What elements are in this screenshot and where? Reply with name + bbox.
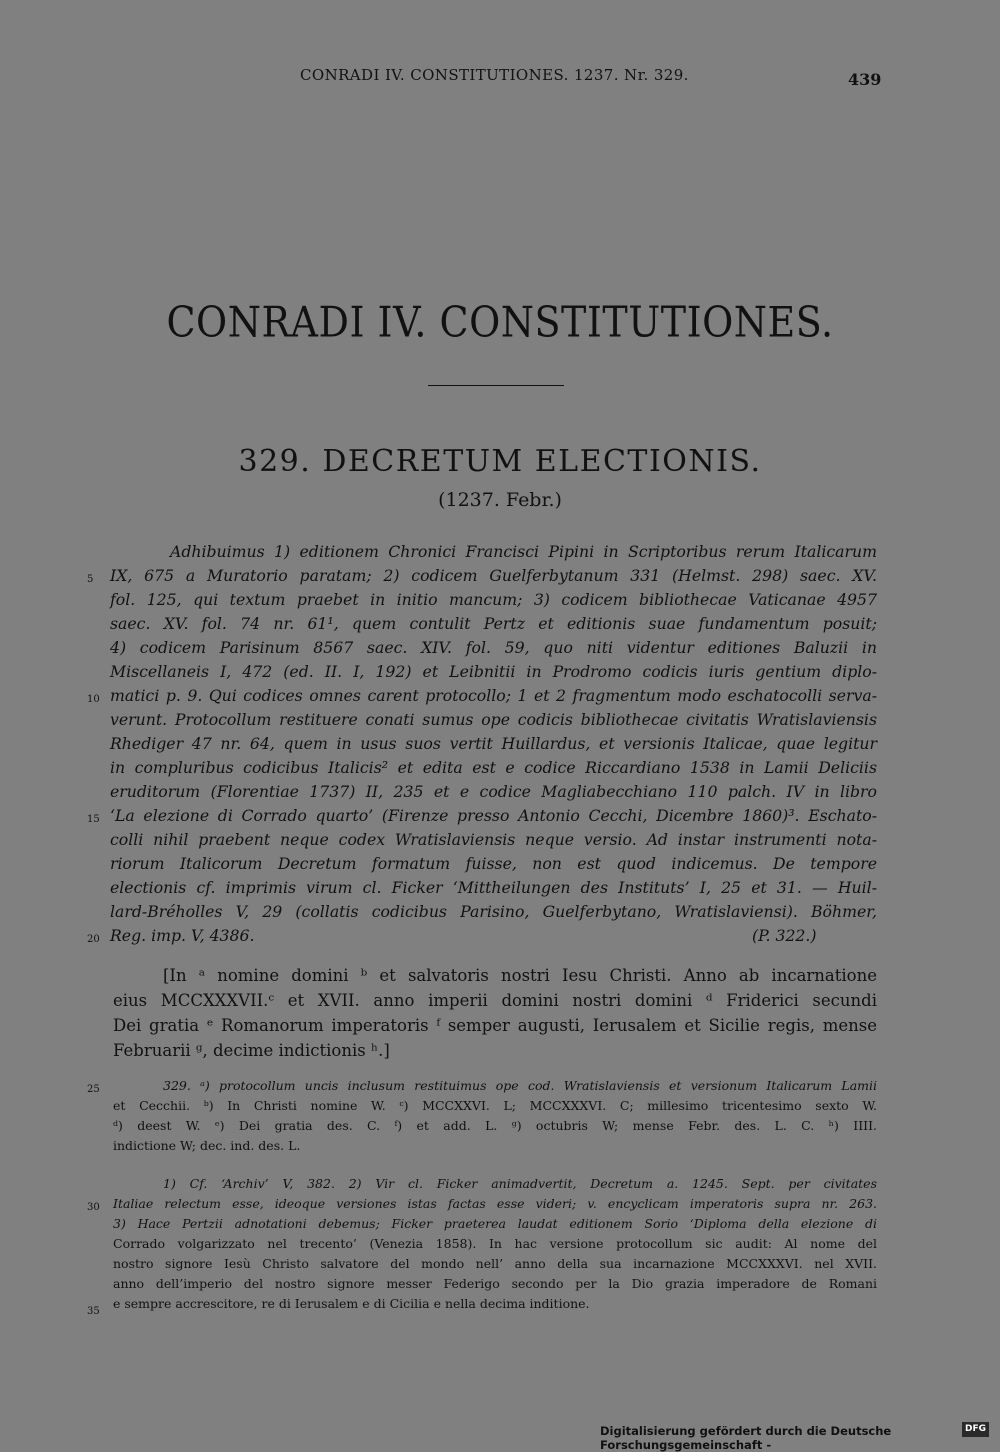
- intro-line: electionis cf. imprimis virum cl. Ficker ‘Mittheilungen des Instituts’ I, 25 et 31. — Huil-: [110, 878, 877, 897]
- line-number: 15: [87, 814, 100, 825]
- footnote-line: nostro signore Iesù Christo salvatore del mondo nell’ anno della sua incarnazione MCCXXXVI. nel XVII.: [113, 1256, 877, 1271]
- running-head: CONRADI IV. CONSTITUTIONES. 1237. Nr. 329.: [300, 66, 689, 84]
- footnote-line: Corrado volgarizzato nel trecento’ (Venezia 1858). In hac versione protocollum sic audit: Al nome del: [113, 1236, 877, 1251]
- apparatus-line: 329. ᵃ) protocollum uncis inclusum restituimus ope cod. Wratislaviensis et versionum Italicarum Lamii: [163, 1078, 877, 1093]
- intro-line: 4) codicem Parisinum 8567 saec. XIV. fol. 59, quo niti videntur editiones Baluzii in: [110, 638, 877, 657]
- footnote-line: 3) Hace Pertzii adnotationi debemus; Ficker praeterea laudat editionem Sorio ‘Diploma della elezione di: [113, 1216, 877, 1231]
- main-title: CONRADI IV. CONSTITUTIONES.: [166, 297, 834, 347]
- line-number: 5: [87, 574, 94, 585]
- intro-line: Adhibuimus 1) editionem Chronici Francisci Pipini in Scriptoribus rerum Italicarum: [170, 542, 877, 561]
- intro-line: lard-Bréholles V, 29 (collatis codicibus Parisino, Guelferbytano, Wratislaviensi). Böhmer,: [110, 902, 877, 921]
- intro-line: Miscellaneis I, 472 (ed. II. I, 192) et Leibnitii in Prodromo codicis iuris gentium diplo-: [110, 662, 877, 681]
- document-title: 329. DECRETUM ELECTIONIS.: [238, 444, 762, 479]
- intro-line: eruditorum (Florentiae 1737) II, 235 et e codice Magliabecchiano 110 palch. IV in libro: [110, 782, 877, 801]
- text-line: [In ᵃ nomine domini ᵇ et salvatoris nostri Iesu Christi. Anno ab incarnatione: [163, 966, 877, 985]
- digitization-credit: Digitalisierung gefördert durch die Deutsche Forschungsgemeinschaft -: [600, 1424, 892, 1452]
- intro-line: verunt. Protocollum restituere conati sumus ope codicis bibliothecae civitatis Wratislaviensis: [110, 710, 877, 729]
- title-rule: [428, 385, 564, 386]
- footnote-line: 1) Cf. ‘Archiv’ V, 382. 2) Vir cl. Ficker animadvertit, Decretum a. 1245. Sept. per civitates: [163, 1176, 877, 1191]
- intro-line: riorum Italicorum Decretum formatum fuisse, non est quod indicemus. De tempore: [110, 854, 877, 873]
- apparatus-line: ᵈ) deest W. ᵉ) Dei gratia des. C. ᶠ) et add. L. ᵍ) octubris W; mense Febr. des. L. C. ʰ) IIII.: [113, 1118, 877, 1133]
- intro-line: IX, 675 a Muratorio paratam; 2) codicem Guelferbytanum 331 (Helmst. 298) saec. XV.: [110, 566, 877, 585]
- apparatus-line: indictione W; dec. ind. des. L.: [113, 1138, 301, 1153]
- apparatus-line: et Cecchii. ᵇ) In Christi nomine W. ᶜ) MCCXXVI. L; MCCXXXVI. C; millesimo tricentesimo sexto W.: [113, 1098, 877, 1113]
- dfg-logo: DFG: [962, 1422, 989, 1437]
- intro-line: colli nihil praebent neque codex Wratislaviensis neque versio. Ad instar instrumenti nota-: [110, 830, 877, 849]
- footnote-line: e sempre accrescitore, re di Ierusalem e di Cicilia e nella decima inditione.: [113, 1296, 590, 1311]
- text-line: Februarii ᵍ, decime indictionis ʰ.]: [113, 1041, 390, 1060]
- intro-line: saec. XV. fol. 74 nr. 61¹, quem contulit Pertz et editionis suae fundamentum posuit;: [110, 614, 877, 633]
- line-number: 35: [87, 1306, 100, 1317]
- line-number: 30: [87, 1202, 100, 1213]
- line-number: 25: [87, 1084, 100, 1095]
- intro-line: ‘La elezione di Corrado quarto’ (Firenze presso Antonio Cecchi, Dicembre 1860)³. Eschato-: [110, 806, 877, 825]
- intro-line: matici p. 9. Qui codices omnes carent protocollo; 1 et 2 fragmentum modo eschatocolli serva-: [110, 686, 877, 705]
- intro-siglum: (P. 322.): [752, 926, 817, 945]
- line-number: 10: [87, 694, 100, 705]
- line-number: 20: [87, 934, 100, 945]
- text-line: eius MCCXXXVII.ᶜ et XVII. anno imperii domini nostri domini ᵈ Friderici secundi: [113, 991, 877, 1010]
- intro-line: Rhediger 47 nr. 64, quem in usus suos vertit Huillardus, et versionis Italicae, quae legitur: [110, 734, 877, 753]
- page-number: 439: [848, 70, 882, 89]
- intro-line: in compluribus codicibus Italicis² et edita est e codice Riccardiano 1538 in Lamii Deliciis: [110, 758, 877, 777]
- document-date: (1237. Febr.): [438, 489, 562, 511]
- footnote-line: Italiae relectum esse, ideoque versiones istas factas esse videri; v. encyclicam imperatoris supra nr. 263.: [113, 1196, 877, 1211]
- intro-line: fol. 125, qui textum praebet in initio mancum; 3) codicem bibliothecae Vaticanae 4957: [110, 590, 877, 609]
- text-line: Dei gratia ᵉ Romanorum imperatoris ᶠ semper augusti, Ierusalem et Sicilie regis, mense: [113, 1016, 877, 1035]
- footnote-line: anno dell’imperio del nostro signore messer Federigo secondo per la Dio grazia imperadore de Romani: [113, 1276, 877, 1291]
- intro-line: Reg. imp. V, 4386.: [110, 926, 255, 945]
